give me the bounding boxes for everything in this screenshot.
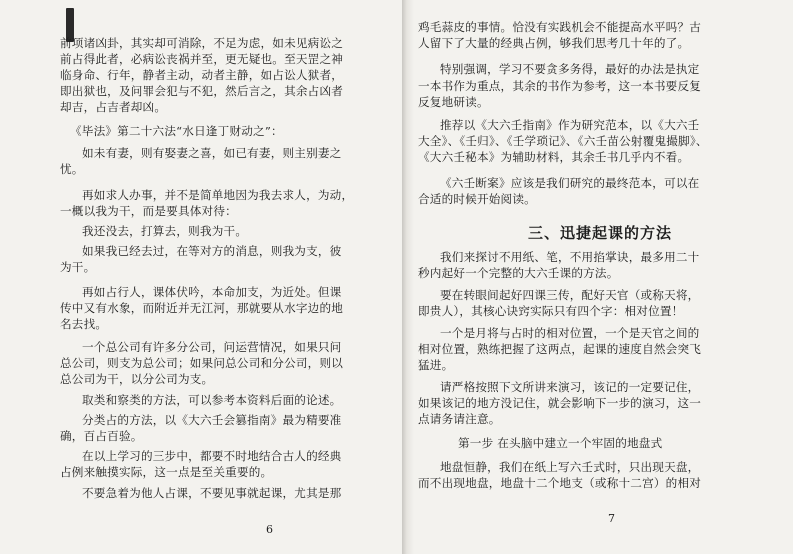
text-line: 再如占行人，课体伏吟，本命加支，为近处。但课 (82, 285, 342, 299)
text-line: 即贵人），其核心诀窍实际只有四个字：相对位置！ (418, 304, 684, 318)
text-line: 一概以我为干，而是要具体对待： (60, 204, 237, 218)
text-line: 即出狱也，及问罪会犯与不犯，然后言之，其余占凶者 (60, 84, 344, 98)
text-line: 我们来探讨不用纸、笔，不用掐掌诀，最多用二十 (440, 250, 700, 264)
page-number: 7 (608, 512, 615, 525)
text-line: 如果我已经去过，在等对方的消息，则我为支，彼 (82, 244, 342, 258)
text-line: 我还没去，打算去，则我为干。 (82, 224, 248, 238)
text-line: 前项诸凶卦，其实却可消除，不足为虑，如未见病讼之 (60, 36, 344, 50)
text-line: 一本书作为重点，其余的书作为参考，这一本书要反复 (418, 79, 702, 93)
text-line: 《六壬断案》应该是我们研究的最终范本，可以在 (440, 176, 700, 190)
text-line: 反复地研读。 (418, 95, 489, 109)
text-line: 一个是月将与占时的相对位置，一个是天官之间的 (440, 326, 700, 340)
text-line: 分类占的方法，以《大六壬会篡指南》最为精要准 (82, 413, 342, 427)
text-line: 确，百占百验。 (60, 429, 143, 443)
text-line: 大全》、《壬归》、《壬学琐记》、《六壬苗公射覆鬼撮脚》、 (418, 134, 708, 148)
text-line: 地盘恒静，我们在纸上写六壬式时，只出现天盘， (440, 460, 700, 474)
step-heading: 第一步 在头脑中建立一个牢固的地盘式 (458, 436, 663, 450)
text-line: 忧。 (60, 162, 84, 176)
text-line: 合适的时候开始阅读。 (418, 192, 536, 206)
section-title: 三、迅捷起课的方法 (528, 224, 673, 242)
text-line: 一个总公司有许多分公司，问运营情况，如果只问 (82, 340, 342, 354)
text-line: 传中又有水象，而附近并无江河，那就要从水字边的地 (60, 301, 344, 315)
text-line: 推荐以《大六壬指南》作为研究范本，以《大六壬 (440, 118, 700, 132)
text-line: 《大六壬秘本》为辅助材料，其余壬书几乎内不看。 (418, 150, 690, 164)
text-line: 却吉，占吉者却凶。 (60, 100, 167, 114)
text-line: 临身命、行年，静者主动，动者主静，如占讼人狱者， (60, 68, 344, 82)
text-line: 取类和察类的方法，可以参考本资料后面的论述。 (82, 393, 342, 407)
page-number: 6 (266, 523, 273, 536)
text-line: 特别强调，学习不要贪多务得，最好的办法是执定 (440, 62, 700, 76)
text-line: 相对位置，熟练把握了这两点，起课的速度自然会突飞 (418, 342, 702, 356)
text-line: 占例来触摸实际，这一点是至关重要的。 (60, 465, 273, 479)
text-line: 在以上学习的三步中，都要不时地结合古人的经典 (82, 449, 342, 463)
text-line: 而不出现地盘，地盘十二个地支（或称十二宫）的相对 (418, 476, 702, 490)
text-line: 总公司，则支为总公司；如果问总公司和分公司，则以 (60, 356, 344, 370)
left-page (60, 0, 400, 554)
text-line: 要在转眼间起好四课三传，配好天官（或称天将， (440, 288, 700, 302)
text-line: 鸡毛蒜皮的事情。恰没有实践机会不能提高水平吗？古 (418, 20, 702, 34)
text-line: 如果该记的地方没记住，就会影响下一步的演习，这一 (418, 396, 702, 410)
text-line: 《毕法》第二十六法“水日逢丁财动之”： (70, 124, 283, 138)
text-line: 秒内起好一个完整的大六壬课的方法。 (418, 266, 619, 280)
text-line: 猛进。 (418, 358, 454, 372)
text-line: 如未有妻，则有娶妻之喜，如已有妻，则主别妻之 (82, 146, 342, 160)
right-page (418, 0, 778, 554)
text-line: 总公司为干，以分公司为支。 (60, 372, 214, 386)
book-gutter (402, 0, 414, 554)
text-line: 再如求人办事，并不是简单地因为我去求人，为动， (82, 188, 354, 202)
text-line: 点请务请注意。 (418, 412, 501, 426)
text-line: 不要急着为他人占课，不要见事就起课，尤其是那 (82, 486, 342, 500)
text-line: 前占得此者，必病讼丧祸并至，更无疑也。至天罡之神 (60, 52, 344, 66)
text-line: 为干。 (60, 260, 96, 274)
text-line: 人留下了大量的经典占例，够我们思考几十年的了。 (418, 36, 690, 50)
text-line: 名去找。 (60, 317, 108, 331)
text-line: 请严格按照下文所讲来演习，该记的一定要记住， (440, 380, 700, 394)
